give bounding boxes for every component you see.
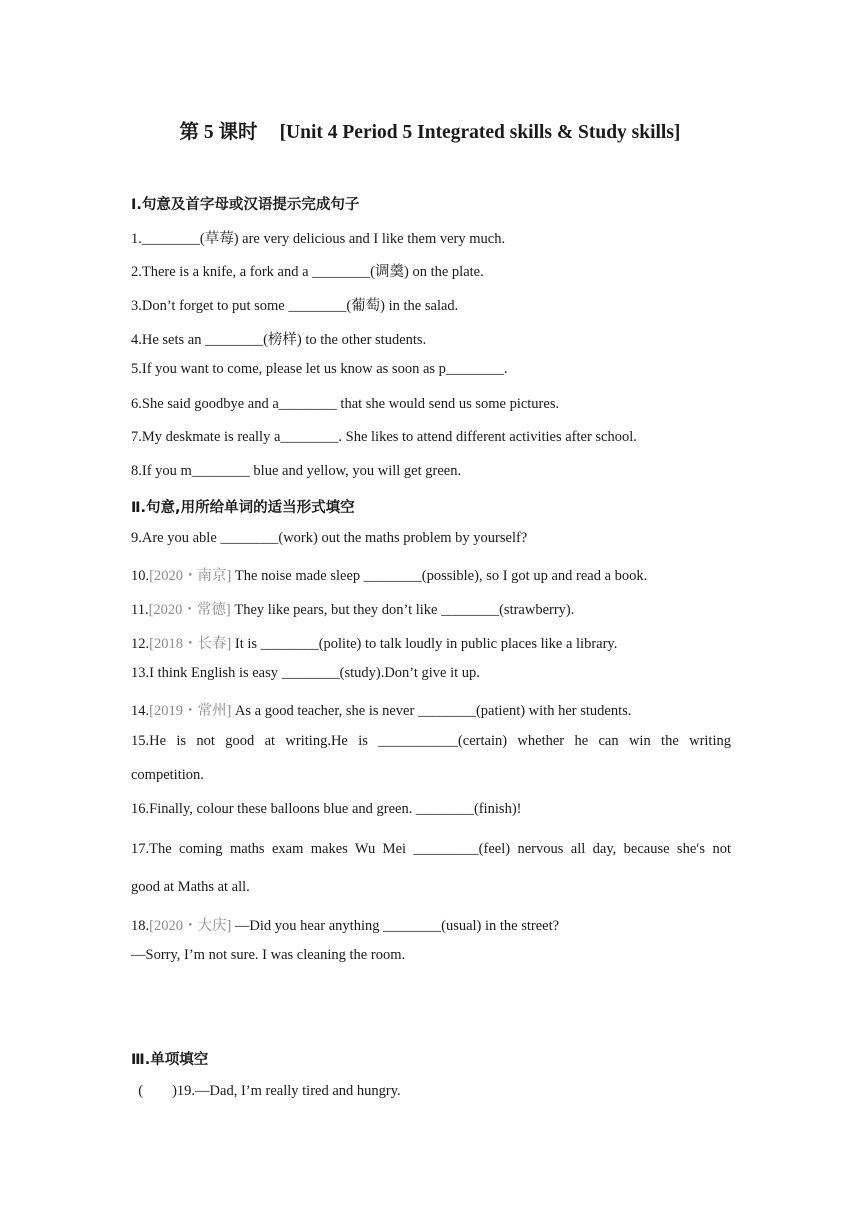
source-tag: [2018・长春] xyxy=(149,636,232,652)
question-15-line-1: 15.He is not good at writing.He is ___________(certain) whether he can win the writing xyxy=(131,733,731,749)
question-17-line-2: good at Maths at all. xyxy=(131,879,250,895)
question-6: 6.She said goodbye and a________ that she would send us some pictures. xyxy=(131,396,560,412)
question-15-line-2: competition. xyxy=(131,767,204,783)
question-number: 11. xyxy=(131,602,149,618)
unit-label: [Unit 4 Period 5 Integrated skills & Study skills] xyxy=(279,122,681,143)
question-4: 4.He sets an ________(榜样) to the other students. xyxy=(131,332,427,348)
question-12 xyxy=(131,632,731,653)
question-1: 1.________(草莓) are very delicious and I like them very much. xyxy=(131,231,506,247)
source-tag: [2019・常州] xyxy=(149,703,232,719)
question-11 xyxy=(131,598,731,619)
question-14 xyxy=(131,699,731,720)
source-tag: [2020・南京] xyxy=(149,568,232,584)
question-number: 18. xyxy=(131,918,150,934)
question-18 xyxy=(131,914,731,935)
lesson-label: 第 5 课时 xyxy=(179,122,258,143)
question-text: —Did you hear anything ________(usual) in the street? xyxy=(231,918,560,934)
question-text: They like pears, but they don’t like ________(strawberry). xyxy=(230,602,575,618)
question-17-line-1: 17.The coming maths exam makes Wu Mei _________(feel) nervous all day, because she′s not xyxy=(131,841,731,857)
question-18-reply: —Sorry, I’m not sure. I was cleaning the room. xyxy=(131,947,406,963)
question-number: 10. xyxy=(131,568,150,584)
source-tag: [2020・常德] xyxy=(148,602,231,618)
question-2: 2.There is a knife, a fork and a ________(调羹) on the plate. xyxy=(131,264,484,280)
question-8: 8.If you m________ blue and yellow, you will get green. xyxy=(131,463,462,479)
question-10 xyxy=(131,564,731,585)
section-heading-2: Ⅱ.句意,用所给单词的适当形式填空 xyxy=(131,500,355,516)
question-5: 5.If you want to come, please let us know as soon as p________. xyxy=(131,361,508,377)
page-title xyxy=(0,116,860,144)
section-heading-3: Ⅲ.单项填空 xyxy=(131,1052,209,1068)
question-16: 16.Finally, colour these balloons blue and green. ________(finish)! xyxy=(131,801,522,817)
question-3: 3.Don’t forget to put some ________(葡萄) in the salad. xyxy=(131,298,459,314)
section-heading-1: Ⅰ.句意及首字母或汉语提示完成句子 xyxy=(131,197,360,213)
question-13: 13.I think English is easy ________(study).Don’t give it up. xyxy=(131,665,480,681)
question-text: As a good teacher, she is never ________(patient) with her students. xyxy=(231,703,632,719)
question-9: 9.Are you able ________(work) out the maths problem by yourself? xyxy=(131,530,528,546)
question-text: The noise made sleep ________(possible), so I got up and read a book. xyxy=(231,568,648,584)
question-19: ( )19.—Dad, I’m really tired and hungry. xyxy=(131,1083,401,1099)
question-number: 12. xyxy=(131,636,150,652)
question-text: It is ________(polite) to talk loudly in public places like a library. xyxy=(231,636,618,652)
question-7: 7.My deskmate is really a________. She likes to attend different activities after school. xyxy=(131,429,637,445)
question-number: 14. xyxy=(131,703,150,719)
source-tag: [2020・大庆] xyxy=(149,918,232,934)
